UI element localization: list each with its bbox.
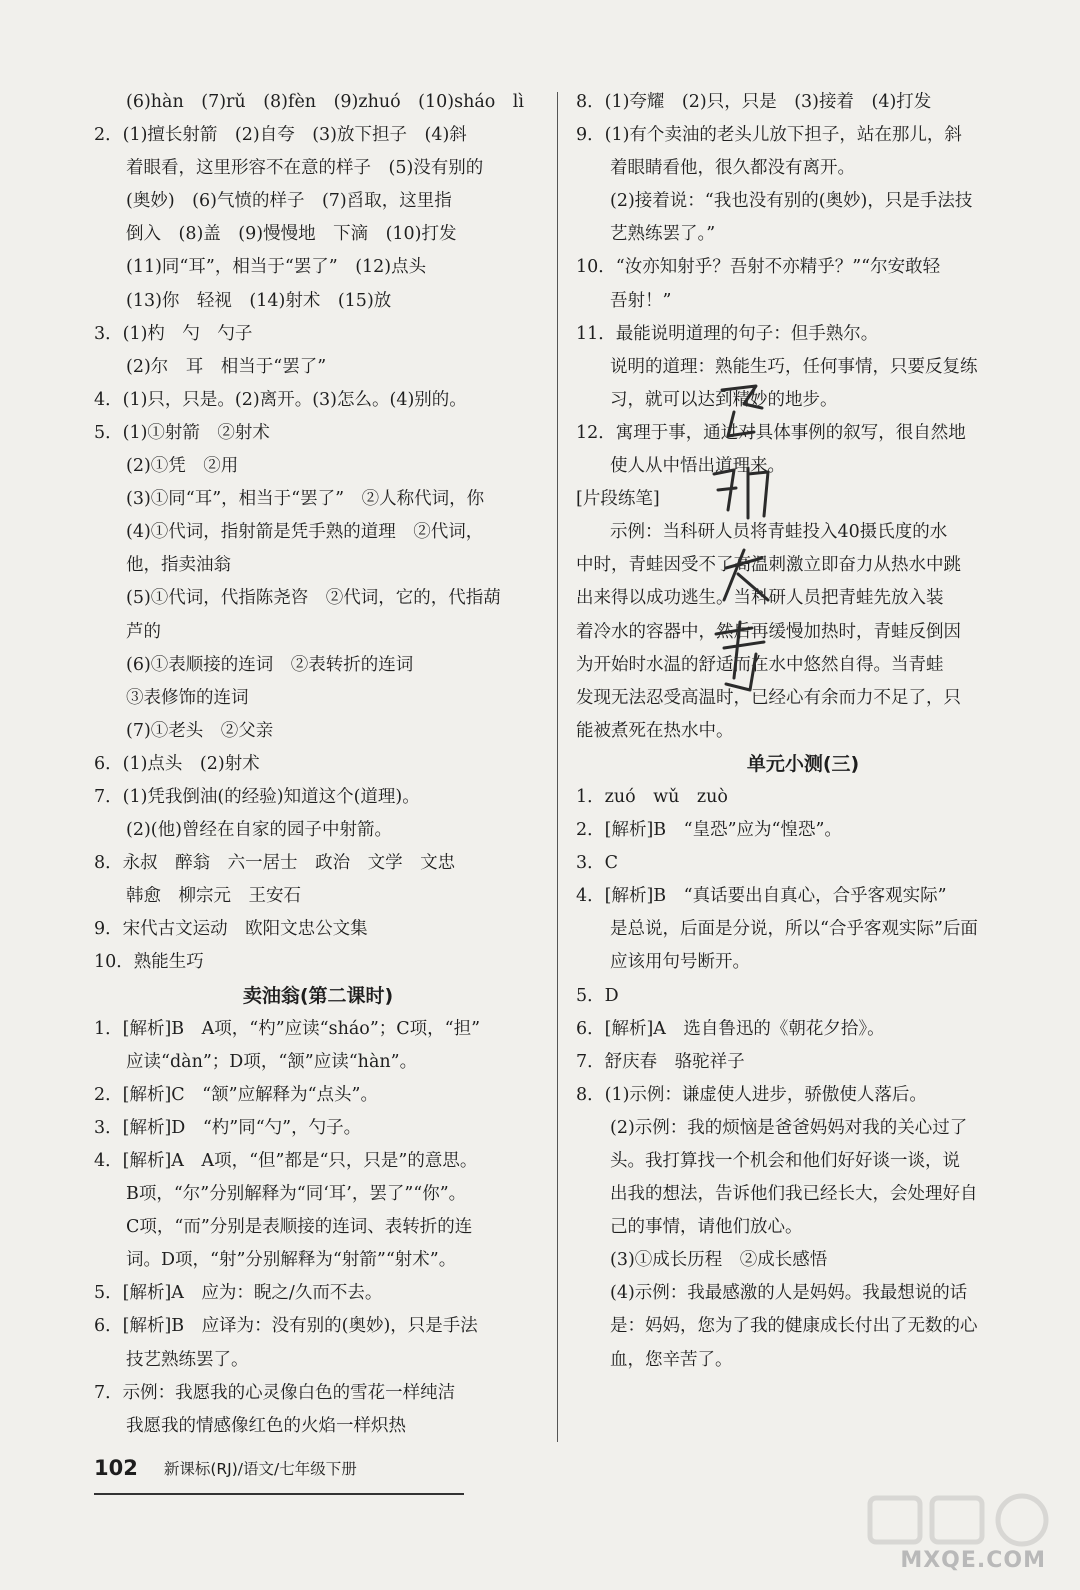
text-line: 4．[解析]B “真话要出自真心，合乎客观实际” <box>576 886 947 907</box>
text-line: 他，指卖油翁 <box>126 555 231 576</box>
text-line: 9．宋代古文运动 欧阳文忠公文集 <box>94 919 368 940</box>
text-line: 应读“dàn”；D项，“颔”应读“hàn”。 <box>126 1051 418 1072</box>
text-line: 发现无法忍受高温时，已经心有余而力不足了，只 <box>576 687 961 708</box>
text-line: (5)①代词，代指陈尧咨 ②代词，它的，代指葫 <box>126 588 501 609</box>
text-line: (11)同“耳”，相当于“罢了” (12)点头 <box>126 257 427 278</box>
text-line: 1．[解析]B A项，“杓”应读“sháo”；C项，“担” <box>94 1018 481 1039</box>
text-line: (6)①表顺接的连词 ②表转折的连词 <box>126 654 414 675</box>
footer-rule <box>94 1493 464 1495</box>
text-line: 10．“汝亦知射乎？吾射不亦精乎？”“尔安敢轻 <box>576 257 941 278</box>
text-line: (13)你 轻视 (14)射术 (15)放 <box>126 290 392 311</box>
column-divider <box>557 92 558 1442</box>
text-line: 应该用句号断开。 <box>610 952 750 973</box>
text-line: 着冷水的容器中，然后再缓慢加热时，青蛙反倒因 <box>576 621 961 642</box>
text-line: 使人从中悟出道理来。 <box>610 456 785 477</box>
text-line: 血，您辛苦了。 <box>610 1349 733 1370</box>
text-line: 7．示例：我愿我的心灵像白色的雪花一样纯洁 <box>94 1382 456 1403</box>
text-line: 4．(1)只，只是。(2)离开。(3)怎么。(4)别的。 <box>94 389 467 410</box>
text-line: 技艺熟练罢了。 <box>126 1349 249 1370</box>
watermark-text: MXQE.COM <box>900 1548 1046 1573</box>
text-line: (3)①成长历程 ②成长感悟 <box>610 1250 828 1271</box>
left-column <box>94 86 542 1443</box>
text-line: 着眼看，这里形容不在意的样子 (5)没有别的 <box>126 158 484 179</box>
text-line: (4)示例：我最感激的人是妈妈。我最想说的话 <box>610 1283 968 1304</box>
text-line: 11．最能说明道理的句子：但手熟尔。 <box>576 323 879 344</box>
text-line: (6)hàn (7)rǔ (8)fèn (9)zhuó (10)sháo lì <box>126 92 525 112</box>
text-line: (7)①老头 ②父亲 <box>126 720 274 741</box>
page-footer <box>94 1448 357 1488</box>
text-line: 10．熟能生巧 <box>94 952 204 973</box>
text-line: 1．zuó wǔ zuò <box>576 786 728 807</box>
text-line: B项，“尔”分别解释为“同‘耳’，罢了”“你”。 <box>126 1184 467 1205</box>
text-line: 5．(1)①射箭 ②射术 <box>94 422 270 443</box>
text-line: 着眼睛看他，很久都没有离开。 <box>610 158 855 179</box>
right-column <box>576 86 1030 1377</box>
answer-circle-logo-icon <box>862 1490 1062 1550</box>
text-line: (2)示例：我的烦恼是爸爸妈妈对我的关心过了 <box>610 1117 968 1138</box>
text-line: 头。我打算找一个机会和他们好好谈一谈，说 <box>610 1151 960 1171</box>
text-line: 己的事情，请他们放心。 <box>610 1217 803 1238</box>
text-line: 为开始时水温的舒适而在水中悠然自得。当青蛙 <box>576 654 944 675</box>
text-line: 示例：当科研人员将青蛙投入40摄氏度的水 <box>610 522 948 543</box>
text-line: (3)①同“耳”，相当于“罢了” ②人称代词，你 <box>126 489 485 510</box>
text-line: 能被煮死在热水中。 <box>576 720 734 741</box>
text-line: 5．D <box>576 985 619 1006</box>
text-line: (2)接着说：“我也没有别的(奥妙)，只是手法技 <box>610 191 973 212</box>
text-line: 12．寓理于事，通过对具体事例的叙写，很自然地 <box>576 422 966 443</box>
text-line: 6．[解析]B 应译为：没有别的(奥妙)，只是手法 <box>94 1316 478 1337</box>
text-line: (2)尔 耳 相当于“罢了” <box>126 356 327 377</box>
page-number: 102 <box>94 1456 138 1480</box>
text-line: 8．永叔 醉翁 六一居士 政治 文学 文忠 <box>94 853 456 874</box>
section-label-fragment-writing: [片段练笔] <box>576 489 660 510</box>
text-line: (2)①凭 ②用 <box>126 456 239 477</box>
text-line: 9．(1)有个卖油的老头儿放下担子，站在那儿，斜 <box>576 125 962 146</box>
text-line: 3．(1)杓 勺 勺子 <box>94 323 253 344</box>
text-line: 出我的想法，告诉他们我已经长大，会处理好自 <box>610 1184 978 1205</box>
text-line: 3．C <box>576 853 619 874</box>
text-line: 6．(1)点头 (2)射术 <box>94 753 260 774</box>
text-line: 出来得以成功逃生。当科研人员把青蛙先放入装 <box>576 588 944 609</box>
text-line: 7．舒庆春 骆驼祥子 <box>576 1051 745 1072</box>
text-line: 2．(1)擅长射箭 (2)自夸 (3)放下担子 (4)斜 <box>94 125 467 146</box>
text-line: 艺熟练罢了。” <box>610 224 716 245</box>
section-heading-unit-test-3: 单元小测(三) <box>746 752 860 775</box>
text-line: 4．[解析]A A项，“但”都是“只，只是”的意思。 <box>94 1151 478 1171</box>
text-line: 2．[解析]B “皇恐”应为“惶恐”。 <box>576 820 842 841</box>
watermark <box>862 1488 1062 1578</box>
text-line: 说明的道理：熟能生巧，任何事情，只要反复练 <box>610 356 978 377</box>
text-line: 6．[解析]A 选自鲁迅的《朝花夕拾》。 <box>576 1018 885 1039</box>
text-line: 芦的 <box>126 621 161 642</box>
text-line: C项，“而”分别是表顺接的连词、表转折的连 <box>126 1217 473 1238</box>
text-line: (奥妙) (6)气愤的样子 (7)舀取，这里指 <box>126 191 452 212</box>
text-line: 韩愈 柳宗元 王安石 <box>126 886 301 907</box>
text-line: 倒入 (8)盖 (9)慢慢地 下滴 (10)打发 <box>126 224 457 245</box>
text-line: 3．[解析]D “杓”同“勺”，勺子。 <box>94 1117 362 1138</box>
book-series-label: 新课标(RJ)/语文/七年级下册 <box>163 1460 357 1478</box>
text-line: 7．(1)凭我倒油(的经验)知道这个(道理)。 <box>94 786 420 807</box>
text-line: 习，就可以达到精妙的地步。 <box>610 389 838 410</box>
text-line: 2．[解析]C “颔”应解释为“点头”。 <box>94 1084 378 1105</box>
text-line: 词。D项，“射”分别解释为“射箭”“射术”。 <box>126 1250 457 1271</box>
text-line: 我愿我的情感像红色的火焰一样炽热 <box>126 1415 406 1436</box>
text-line: (2)(他)曾经在自家的园子中射箭。 <box>126 820 392 841</box>
text-line: 8．(1)示例：谦虚使人进步，骄傲使人落后。 <box>576 1084 927 1105</box>
text-line: ③表修饰的连词 <box>126 687 249 708</box>
text-line: 中时，青蛙因受不了高温刺激立即奋力从热水中跳 <box>576 555 961 576</box>
text-line: 8．(1)夸耀 (2)只，只是 (3)接着 (4)打发 <box>576 92 932 112</box>
text-line: 5．[解析]A 应为：睨之/久而不去。 <box>94 1283 383 1304</box>
text-line: 是总说，后面是分说，所以“合乎客观实际”后面 <box>610 919 978 940</box>
section-heading-mai-you-weng: 卖油翁(第二课时) <box>242 984 394 1007</box>
text-line: (4)①代词，指射箭是凭手熟的道理 ②代词， <box>126 522 484 543</box>
text-line: 吾射！” <box>610 290 672 311</box>
text-line: 是：妈妈，您为了我的健康成长付出了无数的心 <box>610 1316 978 1337</box>
